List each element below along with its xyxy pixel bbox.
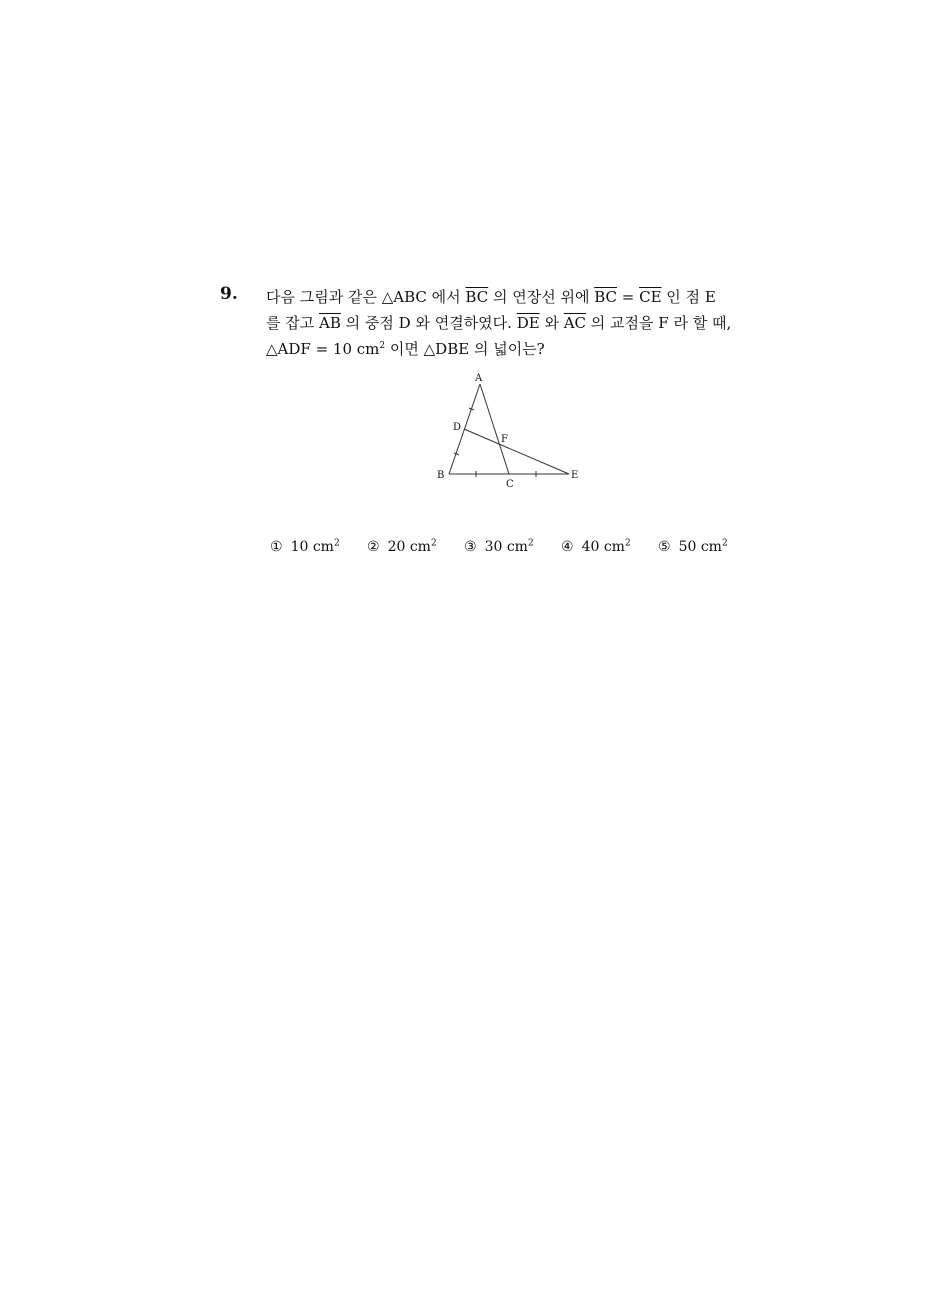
choice-mark: ④ [561, 539, 574, 555]
text: = [616, 288, 640, 306]
superscript: 2 [527, 538, 534, 549]
text: 의 연장선 위에 [488, 288, 595, 306]
question-line-1 [266, 284, 766, 310]
triangle-diagram [430, 366, 590, 496]
choice-5[interactable] [658, 539, 728, 555]
superscript: 2 [379, 341, 386, 351]
segment-ab: $\overline{AB}$ [319, 314, 341, 332]
choice-value: 20 cm [387, 539, 431, 555]
choice-mark: ③ [464, 539, 477, 555]
text: 의 교점을 F 라 할 때, [586, 314, 732, 332]
text: 인 점 E [661, 288, 716, 306]
text: 를 잡고 [266, 314, 320, 332]
choice-3[interactable] [464, 539, 534, 555]
label-b: B [437, 470, 445, 481]
segment-ac: $\overline{AC}$ [563, 314, 587, 332]
choice-value: 40 cm [581, 539, 625, 555]
segment-de-line [464, 429, 569, 474]
choice-4[interactable] [561, 539, 631, 555]
label-a: A [475, 373, 483, 384]
label-f: F [501, 434, 508, 445]
question-line-2 [266, 310, 766, 336]
side-ac [480, 384, 509, 474]
superscript: 2 [721, 538, 728, 549]
segment-bc: $\overline{BC}$ [465, 288, 489, 306]
text: △ADF = 10 cm [266, 340, 380, 358]
text: 이면 △DBE 의 넓이는? [385, 340, 545, 358]
label-d: D [453, 422, 462, 433]
label-e: E [571, 470, 579, 481]
choice-value: 30 cm [484, 539, 528, 555]
choice-mark: ② [367, 539, 380, 555]
superscript: 2 [430, 538, 437, 549]
text: 다음 그림과 같은 △ABC 에서 [266, 288, 466, 306]
choice-value: 10 cm [290, 539, 334, 555]
choice-value: 50 cm [678, 539, 722, 555]
segment-de: $\overline{DE}$ [516, 314, 540, 332]
question-text [266, 284, 766, 362]
text: 의 중점 D 와 연결하였다. [340, 314, 517, 332]
segment-ce: $\overline{CE}$ [639, 288, 662, 306]
choice-mark: ⑤ [658, 539, 671, 555]
question-line-3 [266, 336, 766, 362]
label-c: C [506, 479, 514, 490]
segment-bc: $\overline{BC}$ [594, 288, 617, 306]
triangle-figure [430, 366, 590, 496]
superscript: 2 [624, 538, 631, 549]
choice-1[interactable] [270, 539, 340, 555]
choice-2[interactable] [367, 539, 437, 555]
text: 와 [539, 314, 564, 332]
choice-mark: ① [270, 539, 283, 555]
superscript: 2 [333, 538, 340, 549]
question-number: 9. [220, 284, 238, 304]
